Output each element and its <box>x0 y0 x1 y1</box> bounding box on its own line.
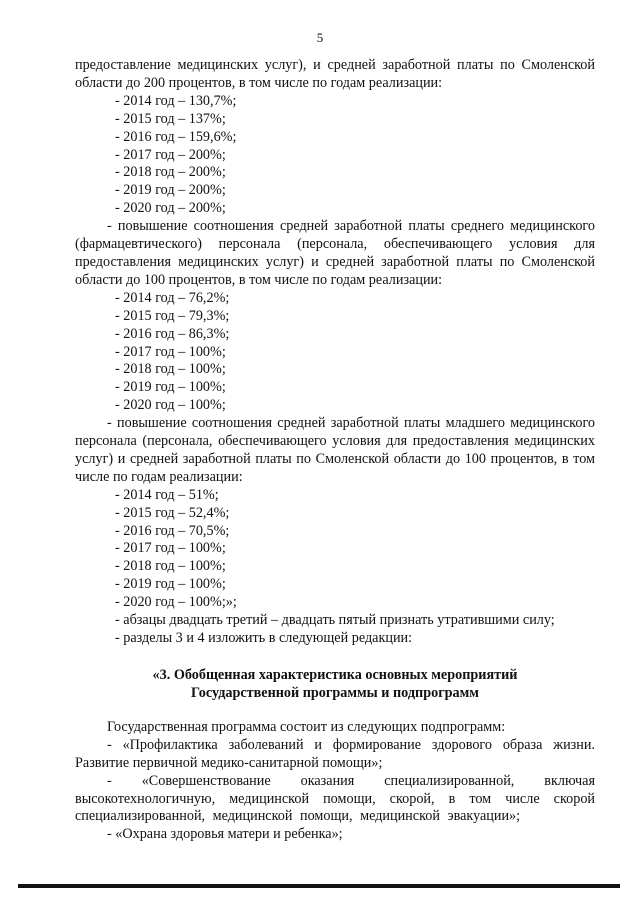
paragraph-middle-staff: - повышение соотношения средней заработной платы среднего медицинского (фармацевтического) персонала (персонала, обеспечивающего условия для предоставления медицинских услуг) и средней заработной платы по Смоленской области до 100 процентов, в том числе по годам реализации: <box>75 218 595 288</box>
heading-line-2: Государственной программы и подпрограмм <box>191 684 479 701</box>
paragraph-junior-staff: - повышение соотношения средней заработной платы младшего медицинского персонала (персонала, обеспечивающего условия для предоставления медицинских услуг) и средней заработной платы по Смоленской области до 100 процентов, в том числе по годам реализации: <box>75 415 595 485</box>
section-heading <box>75 666 595 702</box>
year-list-3 <box>75 487 595 612</box>
list-item: - 2020 год – 100%; <box>115 397 226 414</box>
list-item: - 2016 год – 159,6%; <box>115 128 237 145</box>
list-item: - 2015 год – 52,4%; <box>115 504 230 521</box>
paragraph-gp-intro: Государственная программа состоит из следующих подпрограмм: <box>107 718 506 735</box>
page-number: 5 <box>316 30 324 45</box>
heading-line-1: «3. Обобщенная характеристика основных мероприятий <box>152 666 518 683</box>
subprogram-1: - «Профилактика заболеваний и формирование здорового образа жизни. Развитие первичной медико-санитарной помощи»; <box>75 736 595 771</box>
list-item: - 2019 год – 100%; <box>115 379 226 396</box>
list-item: - 2015 год – 137%; <box>115 110 226 127</box>
list-item: - 2018 год – 100%; <box>115 361 226 378</box>
list-item: - 2018 год – 200%; <box>115 164 226 181</box>
list-item: - 2019 год – 100%; <box>115 576 226 593</box>
list-item: - 2020 год – 200%; <box>115 200 226 217</box>
year-list-1 <box>75 93 595 218</box>
list-item: - 2014 год – 130,7%; <box>115 92 237 109</box>
subprogram-3: - «Охрана здоровья матери и ребенка»; <box>107 826 343 843</box>
subprogram-2: - «Совершенствование оказания специализированной, включая высокотехнологичную, медицинской помощи, скорой, в том числе скорой специализированной, медицинской помощи, медицинской эвакуации»; <box>75 772 595 825</box>
list-item: - 2016 год – 86,3%; <box>115 325 230 342</box>
list-item: - 2017 год – 200%; <box>115 146 226 163</box>
list-item: - 2015 год – 79,3%; <box>115 307 230 324</box>
list-item: - 2014 год – 51%; <box>115 486 219 503</box>
bottom-border-line <box>18 884 620 888</box>
list-item: - 2020 год – 100%;»; <box>115 594 237 611</box>
list-item: - 2014 год – 76,2%; <box>115 289 230 306</box>
year-list-2 <box>75 290 595 415</box>
paragraph-intro: предоставление медицинских услуг), и средней заработной платы по Смоленской области до 200 процентов, в том числе по годам реализации: <box>75 57 595 91</box>
list-item: - 2017 год – 100%; <box>115 343 226 360</box>
document-body <box>75 57 595 844</box>
list-item: - 2018 год – 100%; <box>115 558 226 575</box>
item-razdely: - разделы 3 и 4 изложить в следующей редакции: <box>115 630 413 646</box>
list-item: - 2017 год – 100%; <box>115 540 226 557</box>
item-abzacy: - абзацы двадцать третий – двадцать пятый признать утратившими силу; <box>115 612 555 629</box>
list-item: - 2016 год – 70,5%; <box>115 522 230 539</box>
list-item: - 2019 год – 200%; <box>115 182 226 199</box>
